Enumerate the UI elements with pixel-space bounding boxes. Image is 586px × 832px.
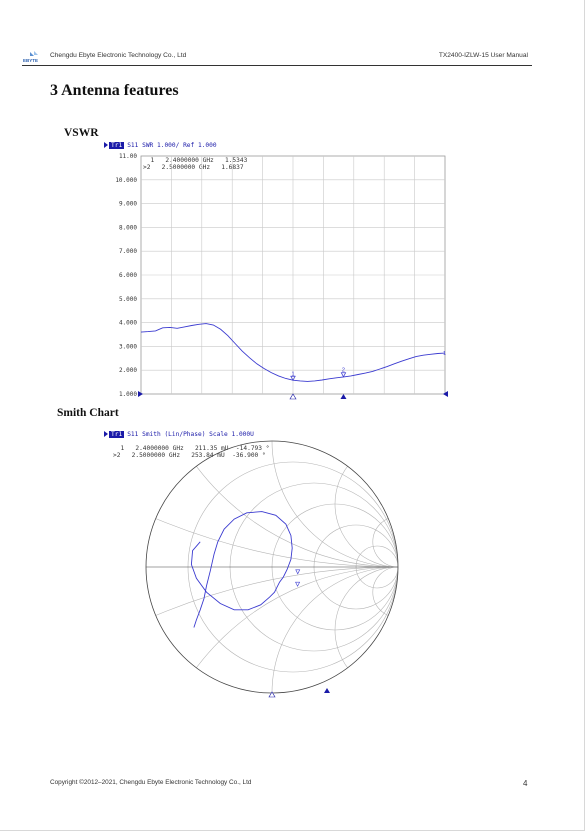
marker-2-axis-icon bbox=[340, 394, 346, 399]
trace-tag: Tr1 bbox=[111, 431, 123, 438]
vswr-trace-text: S11 SWR 1.000/ Ref 1.000 bbox=[127, 142, 217, 149]
smith-marker-triangle bbox=[296, 582, 300, 586]
copyright-text: Copyright ©2012–2021, Chengdu Ebyte Electronic Technology Co., Ltd bbox=[50, 779, 252, 786]
y-tick-label: 10.000 bbox=[115, 176, 137, 184]
manual-title: TX2400-IZLW-15 User Manual bbox=[438, 52, 528, 59]
vswr-subtitle: VSWR bbox=[64, 127, 99, 139]
y-tick-label: 2.000 bbox=[118, 367, 137, 375]
trace-arrow-icon bbox=[104, 431, 108, 437]
trace-tag: Tr1 bbox=[111, 142, 123, 149]
smith-series-line bbox=[191, 512, 292, 628]
marker-2-axis-icon bbox=[324, 688, 330, 693]
smith-trace-text: S11 Smith (Lin/Phase) Scale 1.000U bbox=[127, 431, 254, 438]
y-tick-label: 11.00 bbox=[118, 153, 137, 160]
page-header bbox=[22, 50, 532, 66]
smith-marker-2: >2 2.5000000 GHz 253.84 mU -36.900 ° bbox=[113, 452, 266, 459]
trace-arrow-icon bbox=[104, 142, 108, 148]
y-tick-label: 6.000 bbox=[118, 272, 137, 279]
ref-arrow-left-icon bbox=[138, 391, 143, 397]
vswr-marker-2: >2 2.5000000 GHz 1.6837 bbox=[143, 164, 244, 171]
y-tick-label: 9.000 bbox=[118, 200, 137, 208]
marker-1-axis-icon bbox=[290, 394, 296, 399]
y-tick-label: 4.000 bbox=[118, 319, 137, 327]
vswr-marker-1: 1 2.4000000 GHz 1.5343 bbox=[143, 157, 248, 164]
section-title: 3 Antenna features bbox=[50, 82, 179, 99]
marker-label: 2 bbox=[341, 367, 345, 374]
marker-label: 1 bbox=[291, 371, 295, 378]
company-name: Chengdu Ebyte Electronic Technology Co., Ltd bbox=[50, 52, 187, 59]
ebyte-logo bbox=[22, 51, 48, 63]
logo-text: EBYTE bbox=[23, 58, 39, 63]
smith-marker-triangle bbox=[296, 570, 300, 574]
vswr-trace-header bbox=[104, 142, 217, 149]
vswr-chart bbox=[110, 150, 447, 410]
y-tick-label: 3.000 bbox=[118, 343, 137, 351]
y-tick-label: 5.000 bbox=[118, 295, 137, 303]
smith-chart bbox=[126, 430, 426, 700]
y-tick-label: 8.000 bbox=[118, 224, 137, 232]
page-number: 4 bbox=[523, 779, 528, 788]
trace-end-label: 1 bbox=[443, 351, 447, 358]
y-tick-label: 7.000 bbox=[118, 248, 137, 256]
smith-subtitle: Smith Chart bbox=[57, 407, 119, 419]
y-tick-label: 1.000 bbox=[118, 391, 137, 398]
smith-marker-1: 1 2.4000000 GHz 211.35 mU -14.793 ° bbox=[113, 445, 270, 452]
